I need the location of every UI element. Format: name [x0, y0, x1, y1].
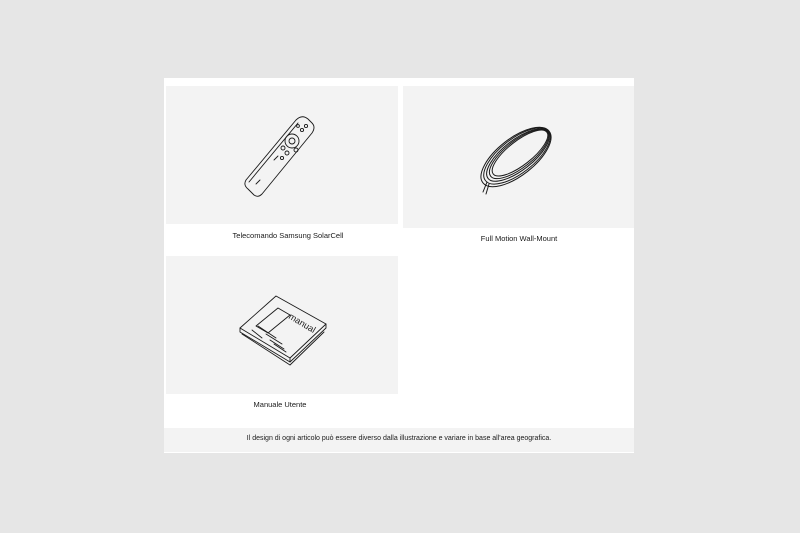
item-label-wall-mount: Full Motion Wall-Mount — [480, 234, 558, 243]
accessory-tile-wall-mount — [403, 86, 634, 228]
accessories-panel — [164, 78, 634, 453]
manual-cover-text: manual — [286, 311, 318, 335]
disclaimer-bar — [164, 428, 634, 452]
user-manual-icon — [166, 256, 398, 394]
remote-control-icon — [166, 86, 398, 224]
disclaimer-text: Il design di ogni articolo può essere diverso dalla illustrazione e variare in base all'area geografica. — [246, 435, 552, 442]
item-label-manual: Manuale Utente — [253, 400, 307, 409]
coiled-cable-icon — [403, 86, 634, 228]
item-label-remote: Telecomando Samsung SolarCell — [232, 231, 344, 240]
accessory-tile-remote — [166, 86, 398, 224]
accessory-tile-manual — [166, 256, 398, 394]
